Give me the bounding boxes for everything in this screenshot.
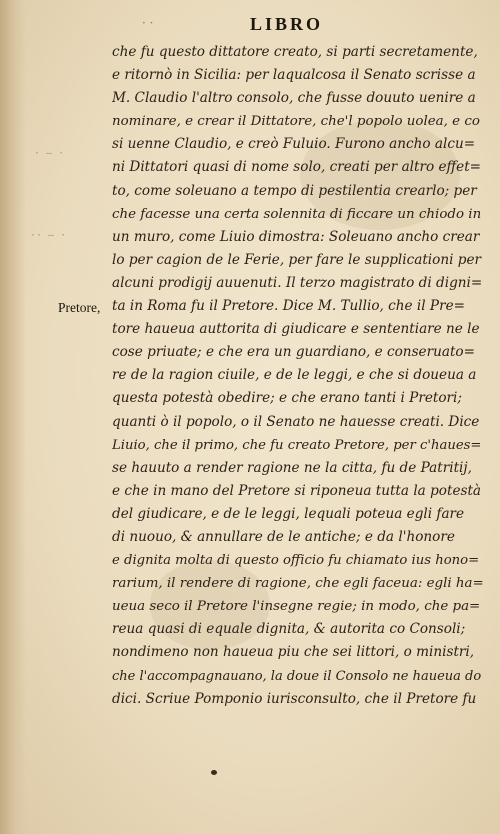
gutter-shadow: [0, 0, 26, 834]
text-line: Liuio, che il primo, che fu creato Pretore, per c'haues=: [112, 437, 482, 453]
running-head: LIBRO: [250, 14, 324, 34]
text-line: che l'accompagnauano, la doue il Consolo ne haueua do: [112, 668, 482, 684]
text-line: ta in Roma fu il Pretore. Dice M. Tullio, che il Pre=: [112, 298, 465, 315]
body-text: [112, 41, 484, 711]
text-line: cose priuate; e che era un guardiano, e conseruato=: [112, 344, 475, 361]
text-line: nominare, e crear il Dittatore, che'l popolo uolea, e co: [112, 114, 480, 130]
corner-mark: · ·: [142, 16, 154, 30]
text-line: alcuni prodigij auuenuti. Il terzo magistrato di digni=: [112, 274, 483, 291]
bleed-through-mark: ·· — ·: [30, 230, 67, 241]
text-line: del giudicare, e de le leggi, lequali poteua egli fare: [112, 505, 465, 522]
text-line: tore haueua auttorita di giudicare e sententiare ne le: [112, 321, 480, 338]
text-line: to, come soleuano a tempo di pestilentia crearlo; per: [112, 182, 477, 199]
text-line: che fu questo dittatore creato, si parti secretamente,: [112, 44, 478, 60]
text-line: di nuouo, & annullare de le antiche; e da l'honore: [112, 528, 455, 545]
text-line: un muro, come Liuio dimostra: Soleuano ancho crear: [112, 228, 480, 245]
text-line: questa potestà obedire; e che erano tanti i Pretori;: [112, 390, 462, 407]
text-line: reua quasi di equale dignita, & autorita co Consoli;: [112, 621, 466, 638]
text-line: lo per cagion de le Ferie, per fare le supplicationi per: [112, 251, 481, 268]
text-line: dici. Scriue Pomponio iurisconsulto, che il Pretore fu: [112, 690, 477, 707]
text-line: ni Dittatori quasi di nome solo, creati per altro effet=: [112, 159, 482, 176]
text-line: si uenne Claudio, e creò Fuluio. Furono ancho alcu=: [112, 136, 476, 153]
text-line: e ritornò in Sicilia: per laqualcosa il Senato scrisse a: [112, 67, 476, 84]
text-line: che facesse una certa solennita di ficcare un chiodo in: [112, 206, 482, 222]
text-line: re de la ragion ciuile, e de le leggi, e che si doueua a: [112, 367, 477, 384]
printer-mark: [211, 770, 217, 775]
text-line: quanti ò il popolo, o il Senato ne hauesse creati. Dice: [112, 413, 480, 430]
text-line: nondimeno non haueua piu che sei littori, o ministri,: [112, 644, 475, 661]
text-line: e che in mano del Pretore si riponeua tutta la potestà: [112, 482, 482, 499]
text-line: rarium, il rendere di ragione, che egli faceua: egli ha=: [112, 576, 484, 592]
text-line: ueua seco il Pretore l'insegne regie; in modo, che pa=: [112, 599, 481, 615]
margin-note: Pretore,: [58, 300, 101, 315]
text-line: M. Claudio l'altro consolo, che fusse douuto uenire a: [112, 90, 476, 107]
text-line: e dignita molta di questo officio fu chiamato ius hono=: [112, 553, 480, 569]
text-line: se hauuto a render ragione ne la citta, fu de Patritij,: [112, 459, 472, 476]
bleed-through-mark: · — ·: [34, 148, 65, 159]
